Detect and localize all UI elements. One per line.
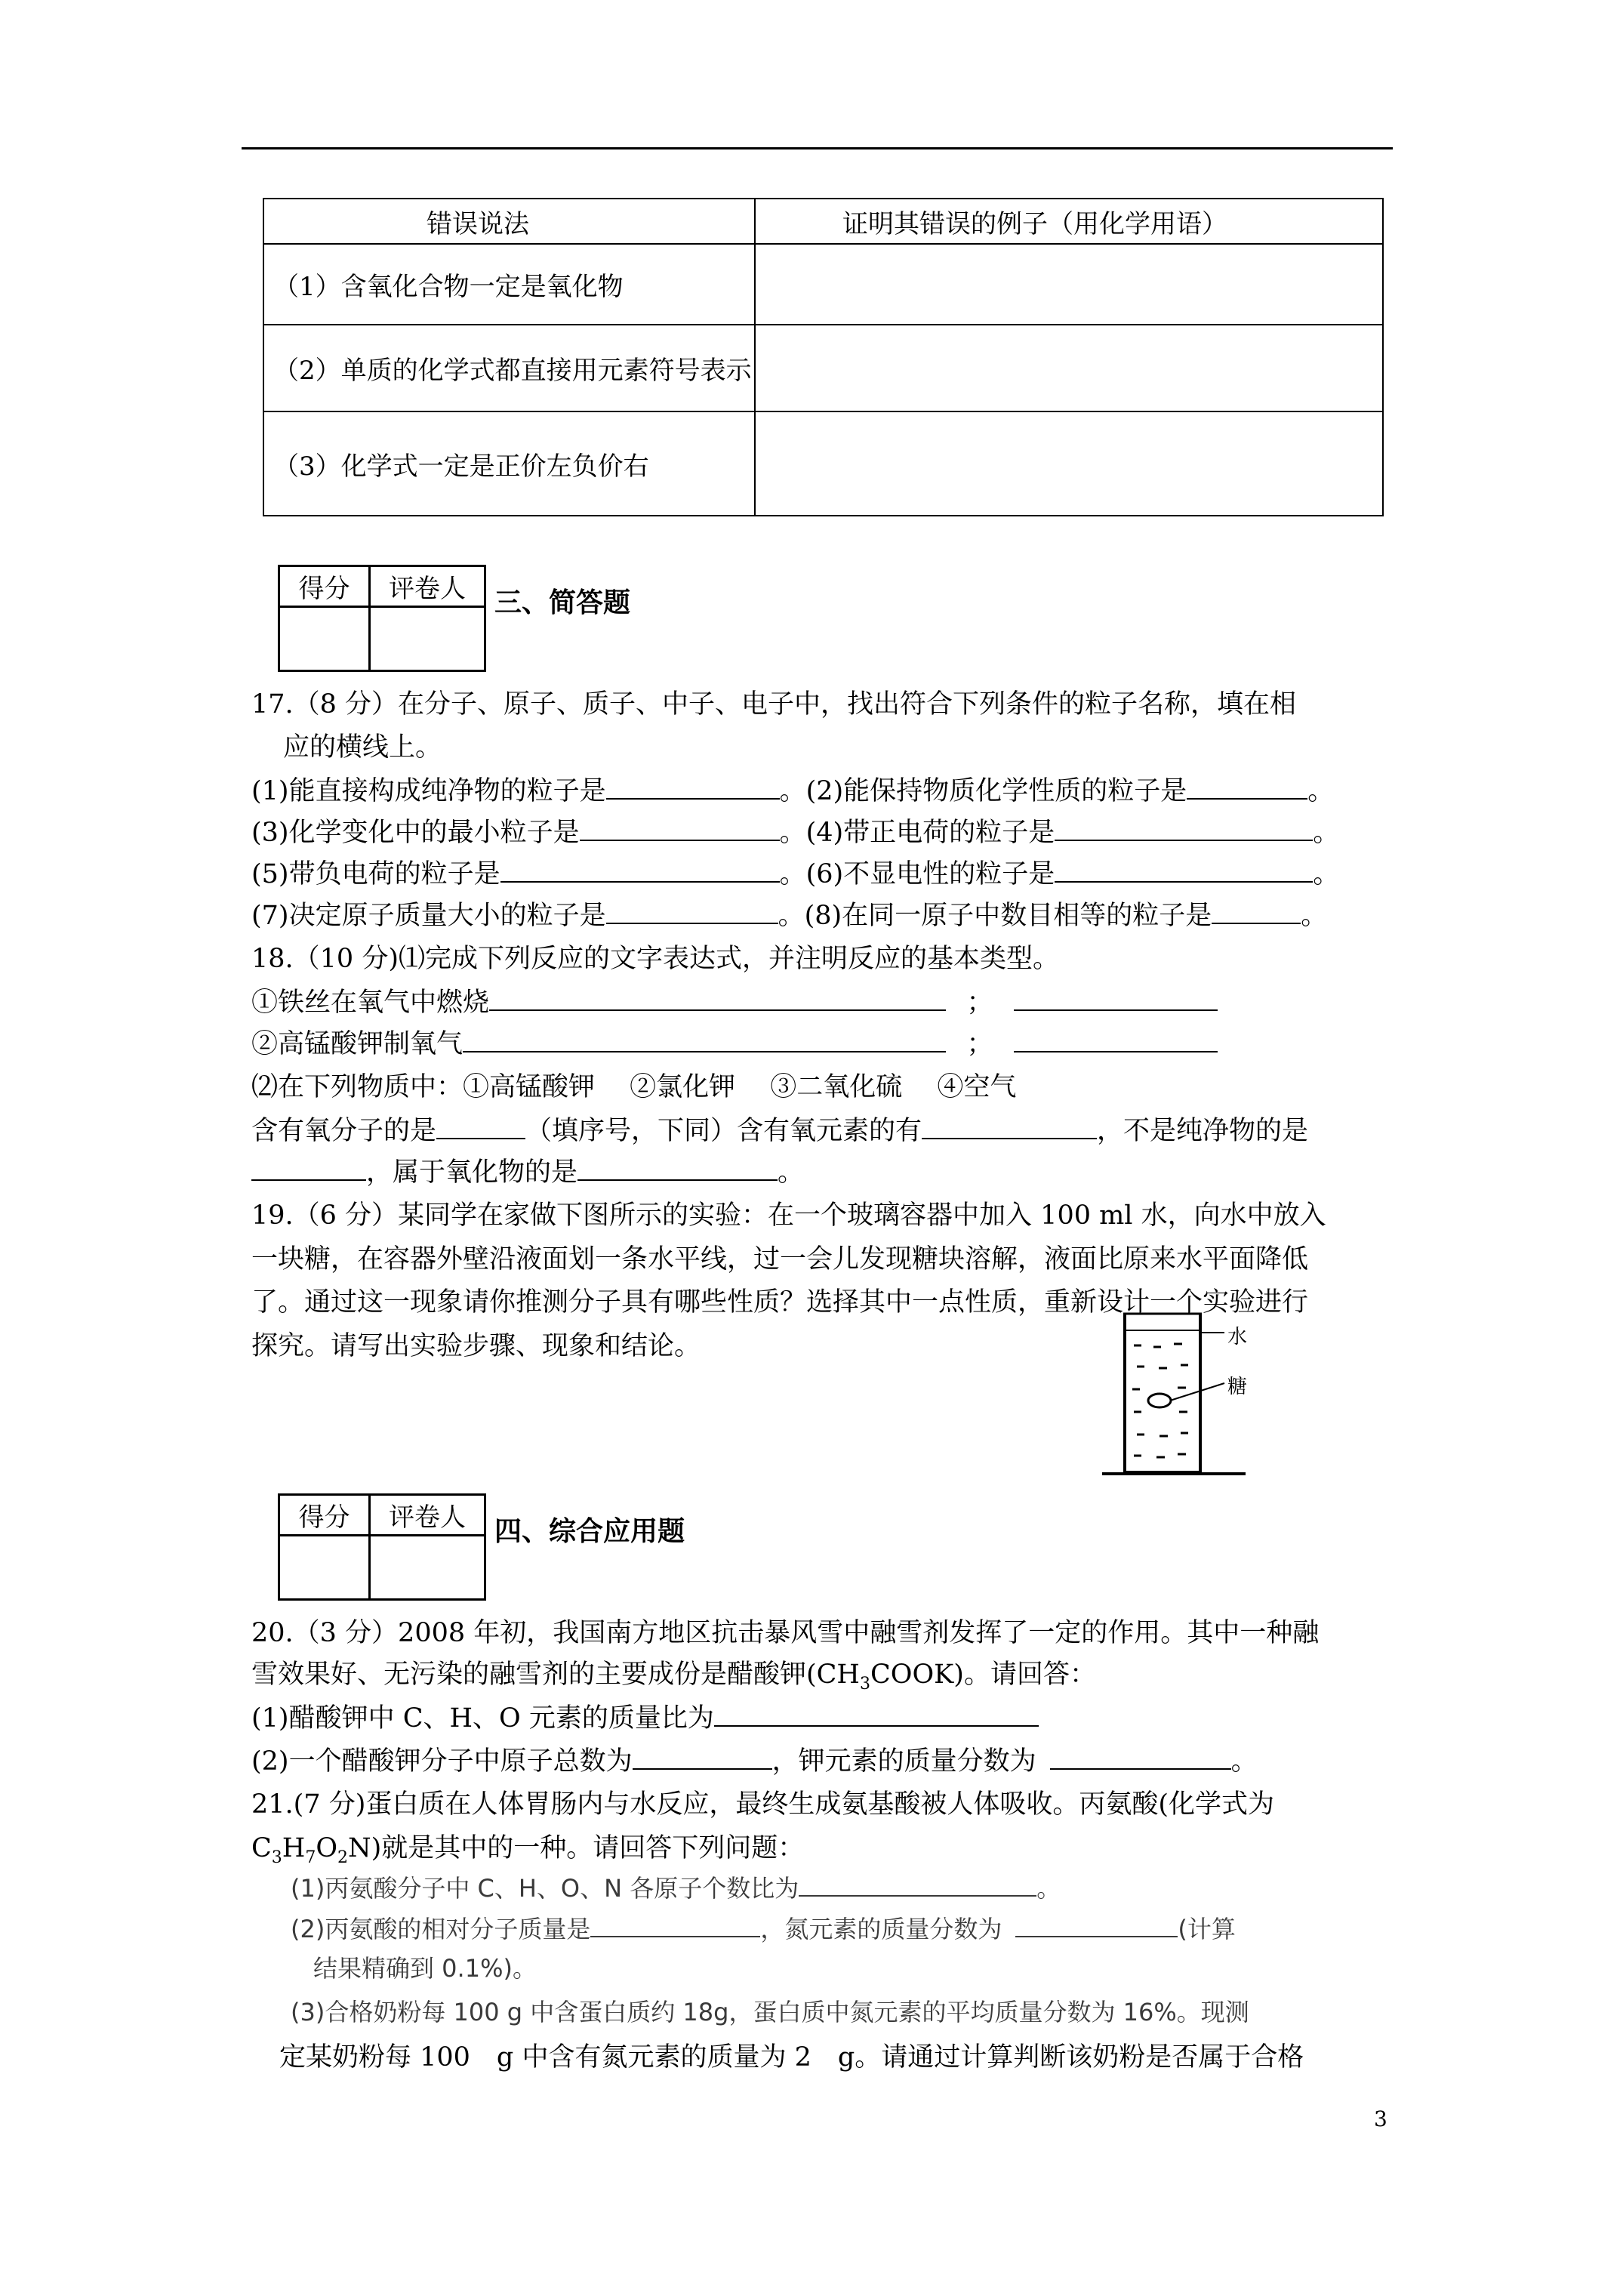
score-cell[interactable] bbox=[279, 607, 370, 671]
q21-line-1: 21.(7 分)蛋白质在人体胃肠内与水反应，最终生成氨基酸被人体吸收。丙氨酸(化学式为 bbox=[251, 1789, 1275, 1820]
error-statement-table bbox=[263, 198, 1384, 516]
answer-blank[interactable] bbox=[489, 984, 946, 1011]
q17-p6: (6)不显电性的粒子是 bbox=[805, 859, 1055, 889]
answer-blank[interactable] bbox=[251, 1154, 366, 1181]
grader-cell[interactable] bbox=[370, 607, 485, 671]
q20-line-1: 20.（3 分）2008 年初，我国南方地区抗击暴风雪中融雪剂发挥了一定的作用。其中一种融 bbox=[251, 1618, 1320, 1648]
q18-a1: 含有氧分子的是 bbox=[251, 1116, 437, 1146]
answer-blank[interactable] bbox=[1014, 1025, 1218, 1052]
table-header-example: 证明其错误的例子（用化学用语） bbox=[755, 199, 1383, 244]
q20-part-2 bbox=[251, 1740, 1258, 1778]
punct: 。 bbox=[779, 818, 806, 848]
q21-p2a: (2)丙氨酸的相对分子质量是 bbox=[291, 1915, 591, 1943]
q18-stem: 18.（10 分)⑴完成下列反应的文字表达式，并注明反应的基本类型。 bbox=[251, 944, 1059, 974]
q20-l2c: COOK)。请回答： bbox=[870, 1660, 1096, 1690]
answer-blank[interactable] bbox=[1212, 897, 1301, 924]
q21-part-3-cont: 定某奶粉每 100 g 中含有氮元素的质量为 2 g。请通过计算判断该奶粉是否属于合格 bbox=[279, 2042, 1304, 2073]
punct: 。 bbox=[778, 1157, 805, 1188]
score-box bbox=[278, 1493, 486, 1601]
q17-p2: (2)能保持物质化学性质的粒子是 bbox=[805, 776, 1187, 806]
q17-stem-cont: 应的横线上。 bbox=[283, 732, 442, 763]
score-label: 得分 bbox=[279, 566, 370, 607]
q21-p1: (1)丙氨酸分子中 C、H、O、N 各原子个数比为 bbox=[291, 1874, 799, 1903]
q20-p2b: ，钾元素的质量分数为 bbox=[771, 1746, 1036, 1777]
q18-answers-row-1 bbox=[251, 1110, 1308, 1148]
table-cell-answer[interactable] bbox=[755, 411, 1383, 516]
q19-line-1: 19.（6 分）某同学在家做下图所示的实验：在一个玻璃容器中加入 100 ml 水，向水中放入 bbox=[251, 1200, 1326, 1231]
answer-blank[interactable] bbox=[633, 1743, 772, 1770]
table-cell-claim: （1）含氧化合物一定是氧化物 bbox=[263, 244, 755, 325]
answer-blank[interactable] bbox=[1055, 814, 1313, 841]
answer-blank[interactable] bbox=[714, 1700, 1039, 1727]
q19-line-2: 一块糖，在容器外壁沿液面划一条水平线，过一会儿发现糖块溶解，液面比原来水平面降低 bbox=[251, 1244, 1309, 1274]
q21-l2g: N)就是其中的一种。请回答下列问题： bbox=[348, 1833, 805, 1863]
q17-p1: (1)能直接构成纯净物的粒子是 bbox=[251, 776, 606, 806]
answer-blank[interactable] bbox=[606, 897, 778, 924]
q20-p1: (1)醋酸钾中 C、H、O 元素的质量比为 bbox=[251, 1703, 714, 1734]
table-cell-answer[interactable] bbox=[755, 244, 1383, 325]
subscript: 7 bbox=[305, 1848, 316, 1867]
q21-p2c: (计算 bbox=[1178, 1915, 1236, 1943]
q20-p2a: (2)一个醋酸钾分子中原子总数为 bbox=[251, 1746, 633, 1777]
punct: 。 bbox=[1230, 1746, 1258, 1777]
sugar-label: 糖 bbox=[1227, 1376, 1248, 1398]
table-cell-claim: （2）单质的化学式都直接用元素符号表示 bbox=[263, 325, 755, 411]
answer-blank[interactable] bbox=[1050, 1743, 1231, 1770]
q18-substance-list: ⑵在下列物质中：①高锰酸钾 ②氯化钾 ③二氧化硫 ④空气 bbox=[251, 1072, 1017, 1102]
punct: 。 bbox=[1301, 901, 1328, 931]
q17-stem: 17.（8 分）在分子、原子、质子、中子、电子中，找出符合下列条件的粒子名称，填在相 bbox=[251, 689, 1297, 720]
formula: C bbox=[251, 1833, 272, 1863]
q20-l2a: 雪效果好、无污染的融雪剂的主要成份是醋酸钾(CH bbox=[251, 1660, 860, 1690]
q17-p4: (4)带正电荷的粒子是 bbox=[805, 818, 1055, 848]
q17-row-4 bbox=[251, 895, 1327, 932]
q18-r1: ①铁丝在氧气中燃烧 bbox=[251, 988, 490, 1018]
punct: 。 bbox=[778, 901, 805, 931]
table-row bbox=[263, 244, 1383, 325]
q17-p8: (8)在同一原子中数目相等的粒子是 bbox=[804, 901, 1212, 931]
grader-cell[interactable] bbox=[370, 1536, 485, 1600]
q18-answers-row-2 bbox=[251, 1151, 804, 1189]
subscript: 2 bbox=[337, 1848, 349, 1867]
grader-label: 评卷人 bbox=[370, 566, 485, 607]
punct: 。 bbox=[779, 859, 806, 889]
subscript: 3 bbox=[271, 1848, 282, 1867]
q20-line-2 bbox=[251, 1653, 1096, 1693]
formula: O bbox=[316, 1833, 338, 1863]
answer-blank[interactable] bbox=[436, 1112, 525, 1139]
table-header-row bbox=[263, 199, 1383, 244]
answer-blank[interactable] bbox=[463, 1025, 946, 1052]
q21-line-2 bbox=[251, 1827, 804, 1867]
table-row bbox=[263, 325, 1383, 411]
punct: 。 bbox=[1313, 859, 1340, 889]
answer-blank[interactable] bbox=[577, 1154, 778, 1181]
table-cell-answer[interactable] bbox=[755, 325, 1383, 411]
table-header-claim: 错误说法 bbox=[263, 199, 755, 244]
answer-blank[interactable] bbox=[922, 1112, 1097, 1139]
answer-blank[interactable] bbox=[799, 1869, 1036, 1897]
punct: 。 bbox=[1313, 818, 1340, 848]
beaker-figure bbox=[1087, 1299, 1298, 1495]
grader-label: 评卷人 bbox=[370, 1495, 485, 1536]
answer-blank[interactable] bbox=[1055, 855, 1313, 883]
q21-part-2 bbox=[291, 1910, 1236, 1945]
q17-row-3 bbox=[251, 853, 1339, 891]
q21-part-3: (3)合格奶粉每 100 g 中含蛋白质约 18g，蛋白质中氮元素的平均质量分数为 16%。现测 bbox=[291, 1998, 1249, 2026]
answer-blank[interactable] bbox=[606, 772, 780, 800]
formula: H bbox=[282, 1833, 306, 1863]
section-title-4: 四、综合应用题 bbox=[494, 1515, 685, 1547]
q18-a4: ，属于氧化物的是 bbox=[366, 1157, 578, 1188]
subscript: 3 bbox=[859, 1675, 870, 1693]
punct: ； bbox=[966, 1029, 993, 1059]
answer-blank[interactable] bbox=[1015, 1910, 1178, 1937]
q17-p7: (7)决定原子质量大小的粒子是 bbox=[251, 901, 606, 931]
q18-a2: （填序号，下同）含有氧元素的有 bbox=[525, 1116, 922, 1146]
answer-blank[interactable] bbox=[590, 1910, 760, 1937]
q19-line-3: 了。通过这一现象请你推测分子具有哪些性质？选择其中一点性质，重新设计一个实验进行 bbox=[251, 1287, 1309, 1318]
q17-p3: (3)化学变化中的最小粒子是 bbox=[251, 818, 580, 848]
answer-blank[interactable] bbox=[580, 814, 780, 841]
score-label: 得分 bbox=[279, 1495, 370, 1536]
score-cell[interactable] bbox=[279, 1536, 370, 1600]
q20-part-1 bbox=[251, 1697, 1039, 1735]
answer-blank[interactable] bbox=[1014, 984, 1218, 1011]
punct: ； bbox=[966, 988, 993, 1018]
answer-blank[interactable] bbox=[500, 855, 780, 883]
table-cell-claim: （3）化学式一定是正价左负价右 bbox=[263, 411, 755, 516]
q17-p5: (5)带负电荷的粒子是 bbox=[251, 859, 500, 889]
beaker-icon bbox=[1087, 1299, 1298, 1495]
q18-reaction-1 bbox=[251, 982, 1218, 1019]
answer-blank[interactable] bbox=[1187, 772, 1307, 800]
q18-reaction-2 bbox=[251, 1023, 1218, 1061]
punct: 。 bbox=[1307, 776, 1335, 806]
q17-row-1 bbox=[251, 770, 1334, 808]
water-label: 水 bbox=[1227, 1326, 1248, 1348]
q18-r2: ②高锰酸钾制氧气 bbox=[251, 1029, 463, 1059]
q21-part-2-cont: 结果精确到 0.1%)。 bbox=[313, 1954, 537, 1983]
q21-part-1 bbox=[291, 1869, 1061, 1904]
q19-line-4: 探究。请写出实验步骤、现象和结论。 bbox=[251, 1331, 701, 1361]
table-row bbox=[263, 411, 1383, 516]
header-rule bbox=[242, 147, 1393, 149]
q18-a3: ，不是纯净物的是 bbox=[1097, 1116, 1309, 1146]
section-title-3: 三、简答题 bbox=[494, 587, 631, 618]
page-number: 3 bbox=[1374, 2106, 1387, 2131]
q17-row-2 bbox=[251, 812, 1339, 849]
q21-p2b: ，氮元素的质量分数为 bbox=[760, 1915, 1002, 1943]
punct: 。 bbox=[779, 776, 806, 806]
punct: 。 bbox=[1036, 1874, 1061, 1903]
score-box bbox=[278, 565, 486, 672]
